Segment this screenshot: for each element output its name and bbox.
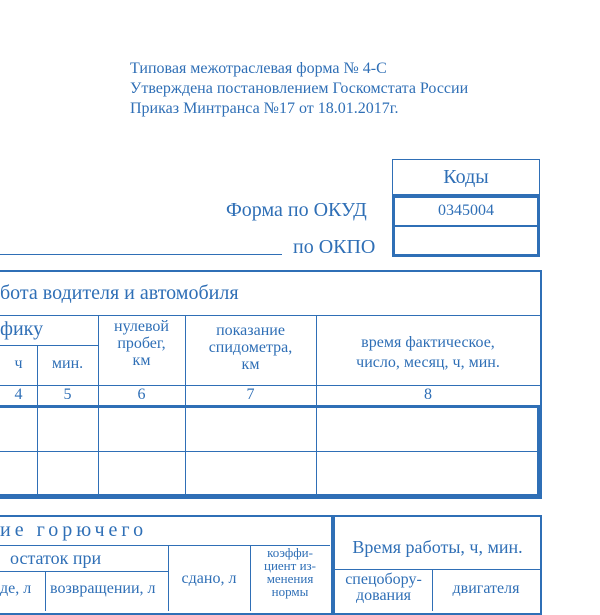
col-num-8: 8 <box>424 386 432 403</box>
fuel-section-title: ие горючего <box>0 519 148 541</box>
work-row-divider <box>0 451 537 452</box>
work-time-divider <box>335 569 540 570</box>
col-line-c <box>185 315 186 497</box>
col-engine: двигателя <box>452 580 520 597</box>
col-actual-time: время фактическое, число, месяц, ч, мин. <box>356 334 500 371</box>
col-remainder: остаток при <box>10 548 102 568</box>
col-num-4: 4 <box>14 386 23 403</box>
order-line: Приказ Минтранса №17 от 18.01.2017г. <box>130 100 399 117</box>
col-minutes: мин. <box>51 355 84 372</box>
okud-label: Форма по ОКУД <box>226 199 367 221</box>
col-num-5: 5 <box>63 386 72 403</box>
col-coefficient: коэффи- циент из- менения нормы <box>264 545 316 599</box>
col-zero-run: нулевой пробег, км <box>114 318 169 369</box>
remainder-divider <box>0 571 168 572</box>
codes-divider <box>395 225 537 227</box>
org-name-underline <box>0 254 282 255</box>
col-return: возвращении, л <box>50 580 156 597</box>
schedule-divider <box>0 345 98 346</box>
work-title-divider <box>0 315 540 316</box>
codes-title: Коды <box>443 166 489 188</box>
approval-line: Утверждена постановлением Госкомстата России <box>130 80 469 97</box>
col-speedometer: показание спидометра, км <box>208 322 293 373</box>
col-line-d <box>316 315 317 497</box>
form-type-line: Типовая межотраслевая форма № 4-С <box>130 60 387 77</box>
col-handed: сдано, л <box>181 570 237 587</box>
col-num-7: 7 <box>246 386 255 403</box>
col-line-a <box>37 345 38 497</box>
col-issue: де, л <box>0 580 32 597</box>
col-schedule: фику <box>0 318 44 340</box>
okud-value[interactable]: 0345004 <box>438 202 494 219</box>
col-hours: ч <box>14 355 23 372</box>
col-special-equipment: спецобору- дования <box>345 571 422 604</box>
work-section-title: бота водителя и автомобиля <box>0 282 239 304</box>
codes-header-cell <box>392 159 540 195</box>
col-line-b <box>98 315 99 497</box>
work-time-title: Время работы, ч, мин. <box>352 537 523 557</box>
col-num-6: 6 <box>137 386 146 403</box>
okpo-label: по ОКПО <box>293 236 376 258</box>
fuel-line-a <box>45 571 46 611</box>
